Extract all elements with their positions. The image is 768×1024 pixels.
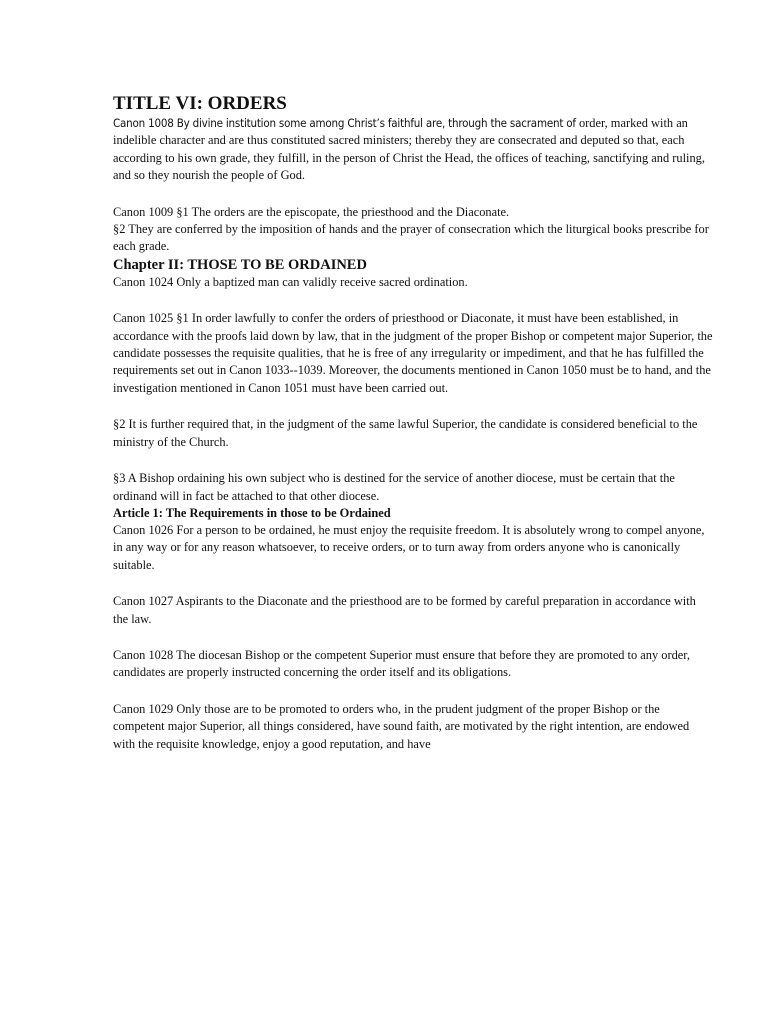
chapter-heading: Chapter II: THOSE TO BE ORDAINED [113,256,367,273]
canon-1025-section-2: §2 It is further required that, in the judgment of the same lawful Superior, the candidate is considered beneficial to the ministry of the Church. [113,417,698,449]
canon-1009-section-1: Canon 1009 §1 The orders are the episcopate, the priesthood and the Diaconate. [113,204,510,219]
document-title: TITLE VI: ORDERS [113,93,287,114]
canon-1027: Canon 1027 Aspirants to the Diaconate and the priesthood are to be formed by careful preparation in accordance with the law. [113,594,696,626]
canon-1008 [113,115,713,185]
canon-1025-section-1: Canon 1025 §1 In order lawfully to confer the orders of priesthood or Diaconate, it must have been established, in accordance with the proofs laid down by law, that in the judgment of the proper Bishop or competent major Superior, the candidate possesses the requisite qualities, that he is free of any irregularity or impediment, and that he has fulfilled the requirements set out in Canon 1033--1039. Moreover, the documents mentioned in Canon 1050 must be to hand, and the investigation mentioned in Canon 1051 must have been carried out. [113,311,713,395]
canon-1009-section-2: §2 They are conferred by the imposition of hands and the prayer of consecration which the liturgical books prescribe for each grade. [113,222,709,254]
canon-1025-section-3: §3 A Bishop ordaining his own subject who is destined for the service of another diocese, must be certain that the ordinand will in fact be attached to that other diocese. [113,471,675,503]
canon-1024: Canon 1024 Only a baptized man can validly receive sacred ordination. [113,274,468,289]
canon-1028: Canon 1028 The diocesan Bishop or the competent Superior must ensure that before they are promoted to any order, candidates are properly instructed concerning the order itself and its obligations. [113,647,691,680]
document-page [113,93,713,753]
canon-1008-lead: Canon 1008 By divine institution some among Christ’s faithful are, through the sacrament of [113,116,576,130]
canon-1029: Canon 1029 Only those are to be promoted to orders who, in the prudent judgment of the proper Bishop or the competent major Superior, all things considered, have sound faith, are motivated by the right intention, are endowed with the requisite knowledge, enjoy a good reputation, and have [113,701,690,751]
article-heading: Article 1: The Requirements in those to be Ordained [113,505,391,520]
canon-1008-body: order, marked with an indelible character and are thus constituted sacred ministers; thereby they are consecrated and deputed so that, each according to his own grade, they fulfill, in the person of Christ the Head, the offices of teaching, sanctifying and ruling, and so they nourish the people of God. [113,116,705,183]
canon-1026: Canon 1026 For a person to be ordained, he must enjoy the requisite freedom. It is absolutely wrong to compel anyone, in any way or for any reason whatsoever, to receive orders, or to turn away from orders anyone who is canonically suitable. [113,522,705,572]
